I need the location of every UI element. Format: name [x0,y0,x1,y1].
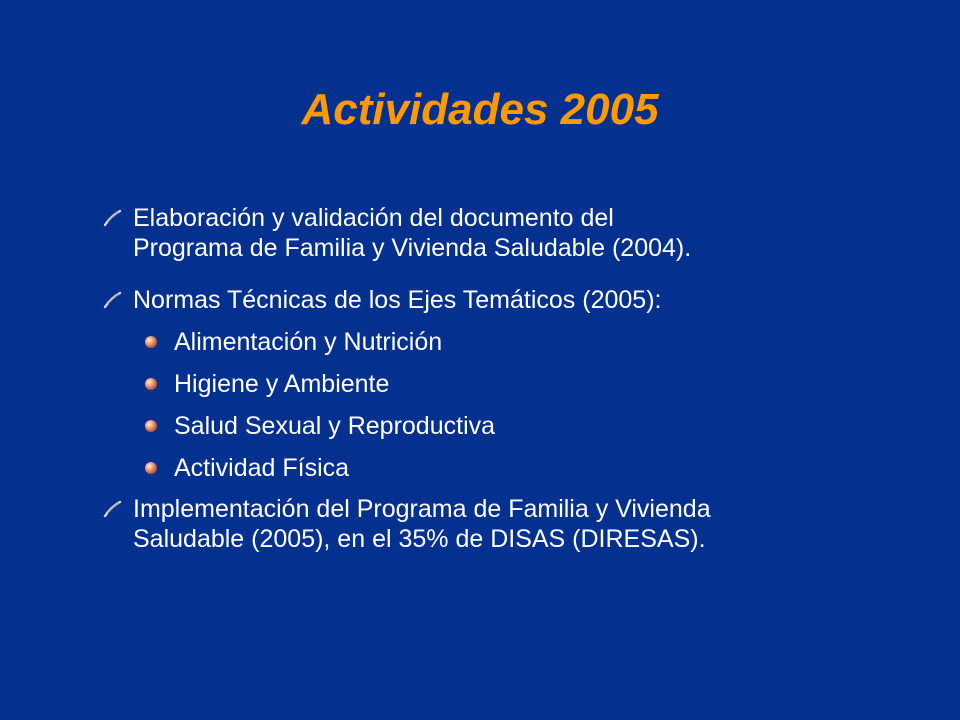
sub-bullet-item [174,411,495,441]
sub-bullet-text: Actividad Física [174,454,350,482]
bullet-item [133,494,711,554]
sub-bullet-item [174,327,442,357]
feather-bullet-icon [102,499,122,519]
sub-bullet-item [174,453,349,483]
sub-bullet-text: Alimentación y Nutrición [174,328,443,356]
bullet-text-line: Elaboración y validación del documento del [133,204,614,232]
bullet-text-line: Normas Técnicas de los Ejes Temáticos (2005): [133,286,662,314]
feather-bullet-icon [102,208,122,228]
sub-bullet-text: Higiene y Ambiente [174,370,390,398]
bullet-text-line: Saludable (2005), en el 35% de DISAS (DIRESAS). [133,525,706,553]
bullet-text-line: Programa de Familia y Vivienda Saludable (2004). [133,234,692,262]
slide-title: Actividades 2005 [301,85,659,134]
bullet-item [133,285,661,315]
sphere-bullet-icon [144,335,158,349]
bullet-item [133,203,691,263]
sphere-bullet-icon [144,419,158,433]
feather-bullet-icon [102,290,122,310]
sub-bullet-text: Salud Sexual y Reproductiva [174,412,496,440]
sphere-bullet-icon [144,461,158,475]
sub-bullet-item [174,369,389,399]
sphere-bullet-icon [144,377,158,391]
bullet-text-line: Implementación del Programa de Familia y Vivienda [133,495,711,523]
